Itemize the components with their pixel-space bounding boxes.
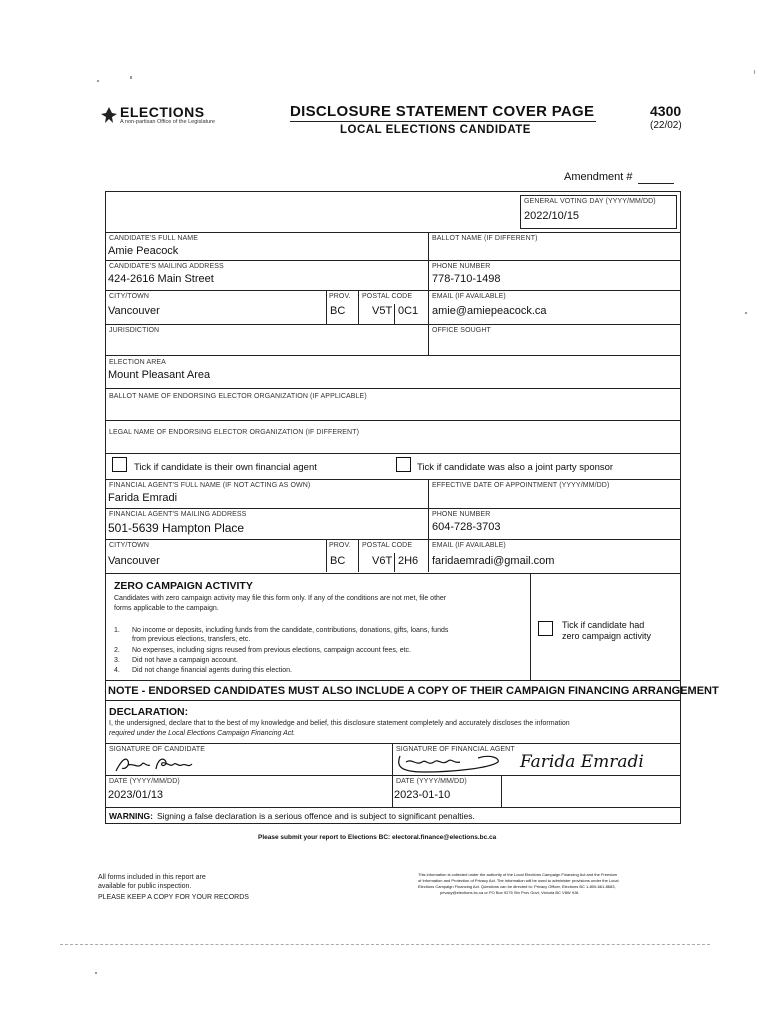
agent-city-field[interactable]: Vancouver xyxy=(108,555,160,567)
candidate-phone-label: PHONE NUMBER xyxy=(432,263,491,270)
declaration-title: DECLARATION: xyxy=(109,706,189,718)
zero-item-1b-text: from previous elections, transfers, etc. xyxy=(132,636,251,643)
submit-instruction: Please submit your report to Elections BC: electoral.finance@elections.bc.ca xyxy=(258,834,497,841)
logo-dogwood-icon xyxy=(100,106,118,126)
scan-speck xyxy=(745,312,747,314)
election-area-label: ELECTION AREA xyxy=(109,359,166,366)
jurisdiction-label: JURISDICTION xyxy=(109,327,160,334)
zero-item-3-num: 3. xyxy=(114,657,120,664)
agent-mailing-field[interactable]: 501-5639 Hampton Place xyxy=(108,521,245,535)
candidate-mailing-field[interactable]: 424-2616 Main Street xyxy=(108,273,214,285)
scan-speck xyxy=(95,972,97,974)
general-voting-day-value[interactable]: 2022/10/15 xyxy=(524,210,580,222)
zero-activity-tick-label-1: Tick if candidate had xyxy=(562,620,645,630)
agent-name-label: FINANCIAL AGENT'S FULL NAME (IF NOT ACTING AS OWN) xyxy=(109,482,311,489)
elections-logo xyxy=(100,104,260,130)
amendment-field[interactable] xyxy=(638,183,674,184)
zero-activity-intro-1: Candidates with zero campaign activity may file this form only. If any of the conditions are not met, file other xyxy=(114,595,447,602)
zero-activity-intro-2: forms applicable to the campaign. xyxy=(114,605,219,612)
agent-phone-field[interactable]: 604-728-3703 xyxy=(432,521,501,533)
endorsing-ballot-name-label: BALLOT NAME OF ENDORSING ELECTOR ORGANIZATION (IF APPLICABLE) xyxy=(109,393,367,400)
form-number: 4300 xyxy=(650,103,682,119)
scan-speck xyxy=(97,80,99,82)
agent-mailing-label: FINANCIAL AGENT'S MAILING ADDRESS xyxy=(109,511,247,518)
page-title: DISCLOSURE STATEMENT COVER PAGE xyxy=(290,103,595,120)
logo-text: ELECTIONS xyxy=(120,104,205,120)
candidate-prov-label: PROV. xyxy=(329,293,351,300)
candidate-postal-label: POSTAL CODE xyxy=(362,293,413,300)
agent-email-field[interactable]: faridaemradi@gmail.com xyxy=(432,555,555,567)
candidate-city-field[interactable]: Vancouver xyxy=(108,305,160,317)
agent-postal-label: POSTAL CODE xyxy=(362,542,413,549)
general-voting-day-label: GENERAL VOTING DAY (YYYY/MM/DD) xyxy=(524,198,656,205)
footer-keep-copy: PLEASE KEEP A COPY FOR YOUR RECORDS xyxy=(98,894,249,901)
candidate-postal-field-b[interactable]: 0C1 xyxy=(398,305,419,317)
scan-speck xyxy=(754,70,755,74)
zero-activity-title: ZERO CAMPAIGN ACTIVITY xyxy=(114,580,253,592)
footer-privacy-3: Elections Campaign Financing Act. Questions can be directed to: Privacy Officer, Elections BC 1-800-661-8683, xyxy=(418,884,616,889)
warning-label: WARNING: xyxy=(109,811,153,821)
candidate-date-field[interactable]: 2023/01/13 xyxy=(108,789,164,801)
zero-activity-checkbox[interactable] xyxy=(538,621,553,636)
candidate-date-label: DATE (YYYY/MM/DD) xyxy=(109,778,180,785)
declaration-text-2: required under the Local Elections Campaign Financing Act. xyxy=(109,730,296,737)
candidate-prov-field[interactable]: BC xyxy=(330,305,346,317)
candidate-email-label: EMAIL (IF AVAILABLE) xyxy=(432,293,506,300)
joint-sponsor-label: Tick if candidate was also a joint party sponsor xyxy=(417,462,614,473)
agent-prov-label: PROV. xyxy=(329,542,351,549)
zero-item-4-num: 4. xyxy=(114,667,120,674)
candidate-city-label: CITY/TOWN xyxy=(109,293,150,300)
footer-privacy-4: privacy@elections.bc.ca or PO Box 9275 Stn Prov Govt, Victoria BC V8W 9J6. xyxy=(440,890,580,895)
zero-activity-tick-label-2: zero campaign activity xyxy=(562,631,652,641)
candidate-name-field[interactable]: Amie Peacock xyxy=(108,245,179,257)
footer-privacy-1: This information is collected under the authority of the Local Elections Campaign Financing Act and the Freedom xyxy=(418,872,617,877)
zero-item-2-num: 2. xyxy=(114,647,120,654)
agent-printed-name: Farida Emradi xyxy=(520,752,644,772)
scan-speck xyxy=(130,76,132,79)
candidate-signature[interactable] xyxy=(112,753,212,775)
joint-sponsor-checkbox[interactable] xyxy=(396,457,411,472)
own-agent-label: Tick if candidate is their own financial agent xyxy=(134,462,317,473)
agent-date-field[interactable]: 2023-01-10 xyxy=(394,789,451,801)
agent-signature[interactable] xyxy=(394,750,504,776)
footer-public-2: available for public inspection. xyxy=(98,883,192,890)
logo-tagline: A non-partisan Office of the Legislature xyxy=(120,119,215,125)
endorsed-note: NOTE - ENDORSED CANDIDATES MUST ALSO INCLUDE A COPY OF THEIR CAMPAIGN FINANCING ARRANGEMENT xyxy=(108,685,719,697)
agent-signature-label: SIGNATURE OF FINANCIAL AGENT xyxy=(396,746,515,753)
endorsing-legal-name-label: LEGAL NAME OF ENDORSING ELECTOR ORGANIZATION (IF DIFFERENT) xyxy=(109,429,360,436)
candidate-phone-field[interactable]: 778-710-1498 xyxy=(432,273,501,285)
zero-item-1-text: No income or deposits, including funds from the candidate, contributions, donations, gifts, loans, funds xyxy=(132,627,449,634)
warning-text: Signing a false declaration is a serious offence and is subject to significant penalties. xyxy=(157,811,475,821)
agent-city-label: CITY/TOWN xyxy=(109,542,150,549)
election-area-field[interactable]: Mount Pleasant Area xyxy=(108,369,211,381)
amendment-label: Amendment # xyxy=(564,171,633,183)
agent-prov-field[interactable]: BC xyxy=(330,555,346,567)
page-subtitle: LOCAL ELECTIONS CANDIDATE xyxy=(340,124,531,136)
zero-item-1-num: 1. xyxy=(114,627,120,634)
candidate-name-label: CANDIDATE'S FULL NAME xyxy=(109,235,199,242)
candidate-postal-field-a[interactable]: V5T xyxy=(372,305,393,317)
ballot-name-label: BALLOT NAME (IF DIFFERENT) xyxy=(432,235,538,242)
own-agent-checkbox[interactable] xyxy=(112,457,127,472)
agent-name-field[interactable]: Farida Emradi xyxy=(108,492,178,504)
agent-email-label: EMAIL (IF AVAILABLE) xyxy=(432,542,506,549)
footer-privacy-2: of Information and Protection of Privacy Act. The information will be used to administer provisions under the Local xyxy=(418,878,619,883)
agent-phone-label: PHONE NUMBER xyxy=(432,511,491,518)
scan-noise-line xyxy=(60,944,710,945)
candidate-email-field[interactable]: amie@amiepeacock.ca xyxy=(432,305,547,317)
agent-date-label: DATE (YYYY/MM/DD) xyxy=(396,778,467,785)
agent-postal-field-b[interactable]: 2H6 xyxy=(398,555,419,567)
zero-item-3-text: Did not have a campaign account. xyxy=(132,657,238,664)
form-version: (22/02) xyxy=(650,120,682,131)
office-sought-label: OFFICE SOUGHT xyxy=(432,327,491,334)
candidate-mailing-label: CANDIDATE'S MAILING ADDRESS xyxy=(109,263,224,270)
zero-item-4-text: Did not change financial agents during this election. xyxy=(132,667,292,674)
candidate-signature-label: SIGNATURE OF CANDIDATE xyxy=(109,746,206,753)
agent-postal-field-a[interactable]: V6T xyxy=(372,555,393,567)
agent-appointment-label: EFFECTIVE DATE OF APPOINTMENT (YYYY/MM/DD) xyxy=(432,482,610,489)
footer-public-1: All forms included in this report are xyxy=(98,874,206,881)
zero-item-2-text: No expenses, including signs reused from previous elections, campaign account fees, etc. xyxy=(132,647,411,654)
declaration-text-1: I, the undersigned, declare that to the best of my knowledge and belief, this disclosure statement completely and accurately discloses the information xyxy=(109,720,570,727)
